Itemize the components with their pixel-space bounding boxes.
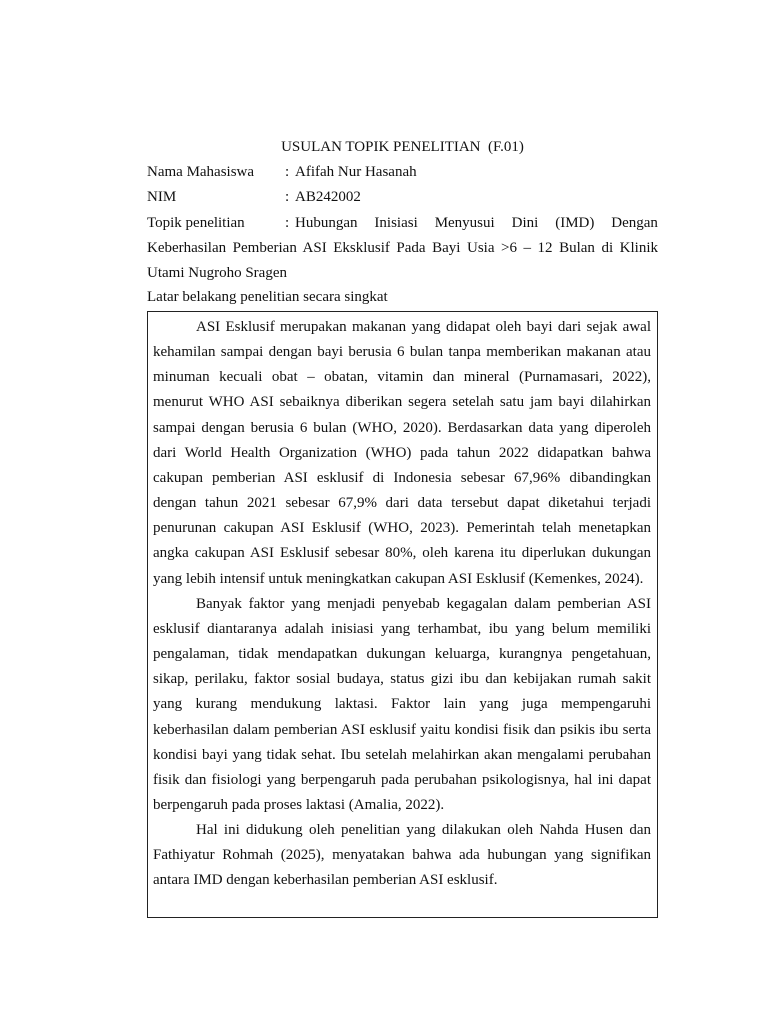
field-value: Afifah Nur Hasanah (295, 164, 417, 180)
field-research-topic (147, 211, 658, 286)
topic-word: Dini (511, 215, 539, 231)
field-label: Topik penelitian (147, 215, 245, 231)
background-text-box (147, 311, 658, 918)
topic-word: (IMD) (555, 215, 595, 231)
topic-word: Menyusui (434, 215, 495, 231)
topic-line-2: Keberhasilan Pemberian ASI Eksklusif Pada Bayi Usia >6 – 12 Bulan di Klinik (147, 240, 658, 256)
topic-word: Hubungan (295, 215, 358, 231)
field-label: NIM (147, 189, 177, 205)
field-label: Nama Mahasiswa (147, 164, 255, 180)
background-paragraph: Banyak faktor yang menjadi penyebab kegagalan dalam pemberian ASI esklusif diantaranya adalah inisiasi yang terhambat, ibu yang belum memiliki pengalaman, tidak mendapatkan dukungan keluarga, kurangnya pengetahuan, sikap, perilaku, faktor sosial budaya, status gizi ibu dan kebijakan rumah sakit yang kurang mendukung laktasi. Faktor lain yang juga mempengaruhi keberhasilan dalam pemberian ASI esklusif yaitu kondisi fisik dan psikis ibu serta kondisi bayi yang tidak sehat. Ibu setelah melahirkan akan mengalami perubahan fisik dan fisiologi yang berpengaruh pada perubahan psikologisnya, hal ini dapat berpengaruh pada proses laktasi (Amalia, 2022). (153, 595, 651, 813)
background-section-label: Latar belakang penelitian secara singkat (147, 289, 388, 305)
field-value: AB242002 (295, 189, 361, 205)
topic-word: Inisiasi (374, 215, 418, 231)
topic-line-1 (295, 211, 658, 236)
background-paragraph: ASI Esklusif merupakan makanan yang didapat oleh bayi dari sejak awal kehamilan sampai dengan bayi berusia 6 bulan tanpa memberikan makanan atau minuman kecuali obat – obatan, vitamin dan mineral (Purnamasari, 2022), menurut WHO ASI sebaiknya diberikan segera setelah satu jam bayi dilahirkan sampai dengan berusia 6 bulan (WHO, 2020). Berdasarkan data yang diperoleh dari World Health Organization (WHO) pada tahun 2022 didapatkan bahwa cakupan pemberian ASI esklusif di Indonesia sebesar 67,96% dibandingkan dengan tahun 2021 sebesar 67,9% dari data tersebut dapat diketahui terjadi penurunan cakupan ASI Esklusif (WHO, 2023). Pemerintah telah menetapkan angka cakupan ASI Esklusif sebesar 80%, oleh karena itu diperlukan dukungan yang lebih intensif untuk meningkatkan cakupan ASI Esklusif (Kemenkes, 2024). (153, 319, 651, 587)
topic-word: Dengan (611, 215, 658, 231)
document-title: USULAN TOPIK PENELITIAN (F.01) (281, 139, 524, 155)
field-separator: : (285, 189, 290, 205)
background-paragraph: Hal ini didukung oleh penelitian yang dilakukan oleh Nahda Husen dan Fathiyatur Rohmah (2025), menyatakan bahwa ada hubungan yang signifikan antara IMD dengan keberhasilan pemberian ASI esklusif. (153, 822, 651, 889)
field-separator: : (285, 215, 290, 231)
topic-line-3: Utami Nugroho Sragen (147, 265, 287, 281)
field-separator: : (285, 164, 290, 180)
